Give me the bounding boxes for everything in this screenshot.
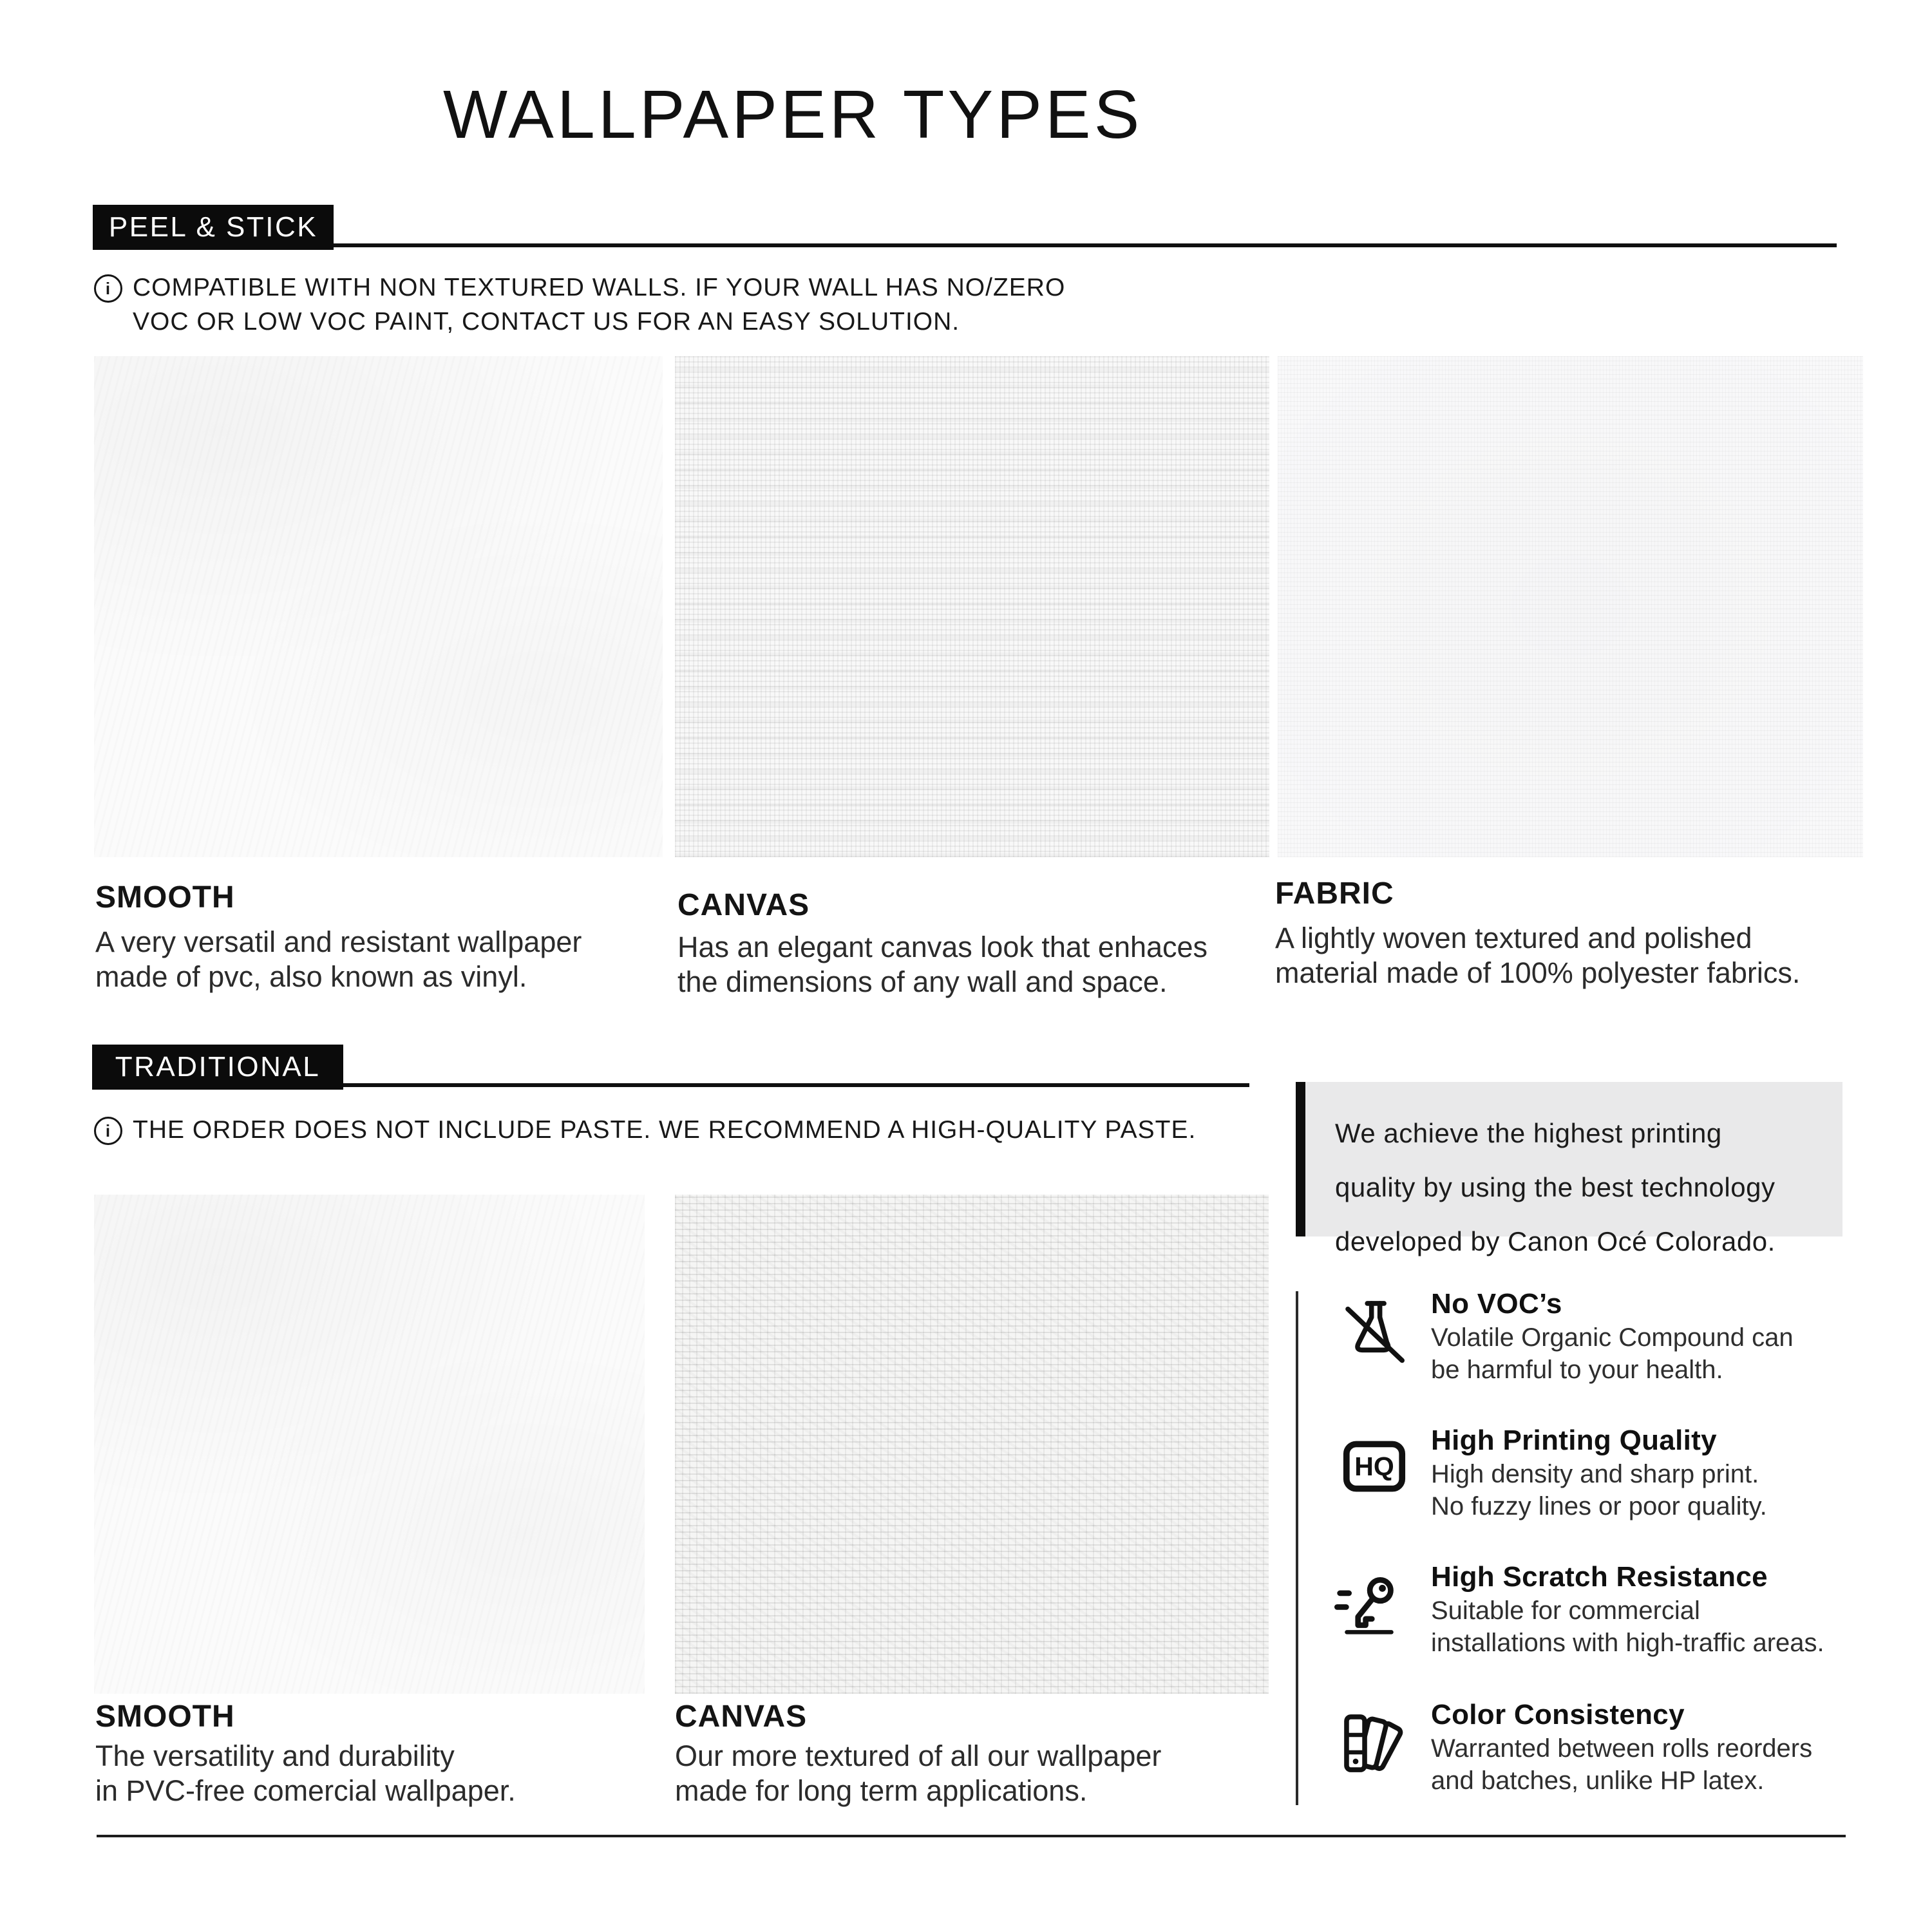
feature-title-high-printing-quality: High Printing Quality xyxy=(1431,1425,1717,1456)
peel-fabric-title: FABRIC xyxy=(1275,876,1394,911)
traditional-smooth-swatch-image xyxy=(94,1195,645,1694)
scratch-key-icon xyxy=(1334,1565,1404,1641)
feature-title-high-scratch-resistance: High Scratch Resistance xyxy=(1431,1561,1768,1593)
peel-smooth-swatch-image xyxy=(94,356,663,857)
feature-cc-desc-line1: Warranted between rolls reorders xyxy=(1431,1734,1813,1763)
feature-desc-color-consistency xyxy=(1431,1732,1812,1797)
peel-stick-section-rule xyxy=(97,243,1837,247)
peel-stick-note xyxy=(94,270,1065,339)
peel-smooth-description xyxy=(95,925,582,994)
peel-smooth-desc-line1: A very versatil and resistant wallpaper xyxy=(95,925,582,958)
info-icon: i xyxy=(94,274,122,303)
quote-line3: developed by Canon Océ Colorado. xyxy=(1335,1226,1776,1256)
traditional-smooth-title: SMOOTH xyxy=(95,1700,235,1734)
section-label-peel-stick xyxy=(93,205,334,250)
info-icon: i xyxy=(94,1117,122,1145)
peel-canvas-title: CANVAS xyxy=(677,888,810,922)
feature-desc-no-vocs xyxy=(1431,1321,1794,1386)
peel-canvas-swatch-image xyxy=(675,356,1269,857)
feature-no-vocs-desc-line2: be harmful to your health. xyxy=(1431,1356,1723,1384)
feature-hpq-desc-line1: High density and sharp print. xyxy=(1431,1460,1759,1488)
feature-cc-desc-line2: and batches, unlike HP latex. xyxy=(1431,1766,1765,1795)
traditional-smooth-description xyxy=(95,1739,516,1808)
peel-canvas-desc-line1: Has an elegant canvas look that enhaces xyxy=(677,931,1208,963)
feature-desc-high-scratch-resistance xyxy=(1431,1595,1824,1659)
feature-desc-high-printing-quality xyxy=(1431,1458,1767,1522)
peel-stick-note-text xyxy=(133,270,1065,339)
traditional-canvas-desc-line1: Our more textured of all our wallpaper xyxy=(675,1739,1162,1772)
peel-smooth-title: SMOOTH xyxy=(95,880,235,914)
peel-fabric-description xyxy=(1275,921,1800,990)
peel-fabric-desc-line2: material made of 100% polyester fabrics. xyxy=(1275,956,1801,989)
printing-quality-quote-box xyxy=(1296,1082,1842,1256)
peel-stick-note-line2: VOC OR LOW VOC PAINT, CONTACT US FOR AN EASY SOLUTION. xyxy=(133,308,960,336)
color-swatches-icon xyxy=(1338,1705,1408,1781)
no-voc-flask-icon xyxy=(1340,1292,1409,1368)
features-divider-line xyxy=(1296,1291,1298,1805)
peel-stick-note-line1: COMPATIBLE WITH NON TEXTURED WALLS. IF YOUR WALL HAS NO/ZERO xyxy=(133,274,1066,301)
traditional-smooth-desc-line1: The versatility and durability xyxy=(95,1739,455,1772)
feature-no-vocs-desc-line1: Volatile Organic Compound can xyxy=(1431,1323,1794,1352)
traditional-canvas-title: CANVAS xyxy=(675,1700,808,1734)
hq-badge-icon xyxy=(1340,1428,1409,1504)
traditional-smooth-desc-line2: in PVC-free comercial wallpaper. xyxy=(95,1774,516,1807)
hq-badge-label: HQ xyxy=(1354,1452,1394,1482)
bottom-rule xyxy=(97,1835,1846,1837)
traditional-note xyxy=(94,1113,1196,1147)
feature-title-no-vocs: No VOC’s xyxy=(1431,1288,1562,1320)
peel-fabric-desc-line1: A lightly woven textured and polished xyxy=(1275,922,1752,954)
feature-hsr-desc-line1: Suitable for commercial xyxy=(1431,1596,1700,1625)
traditional-canvas-swatch-image xyxy=(675,1195,1269,1694)
feature-title-color-consistency: Color Consistency xyxy=(1431,1699,1685,1730)
peel-canvas-description xyxy=(677,930,1208,999)
page-title: WALLPAPER TYPES xyxy=(443,77,1143,153)
feature-hsr-desc-line2: installations with high-traffic areas. xyxy=(1431,1629,1824,1657)
traditional-label-text: TRADITIONAL xyxy=(115,1051,321,1083)
peel-smooth-desc-line2: made of pvc, also known as vinyl. xyxy=(95,960,527,993)
traditional-canvas-desc-line2: made for long term applications. xyxy=(675,1774,1088,1807)
traditional-note-text: THE ORDER DOES NOT INCLUDE PASTE. WE RECOMMEND A HIGH-QUALITY PASTE. xyxy=(133,1116,1197,1144)
section-label-traditional xyxy=(92,1045,343,1090)
peel-stick-label-text: PEEL & STICK xyxy=(108,211,318,243)
quote-line1: We achieve the highest printing xyxy=(1335,1118,1722,1148)
quote-line2: quality by using the best technology xyxy=(1335,1172,1776,1202)
traditional-canvas-description xyxy=(675,1739,1161,1808)
feature-hpq-desc-line2: No fuzzy lines or poor quality. xyxy=(1431,1492,1767,1520)
peel-canvas-desc-line2: the dimensions of any wall and space. xyxy=(677,965,1168,998)
peel-fabric-swatch-image xyxy=(1278,356,1863,857)
